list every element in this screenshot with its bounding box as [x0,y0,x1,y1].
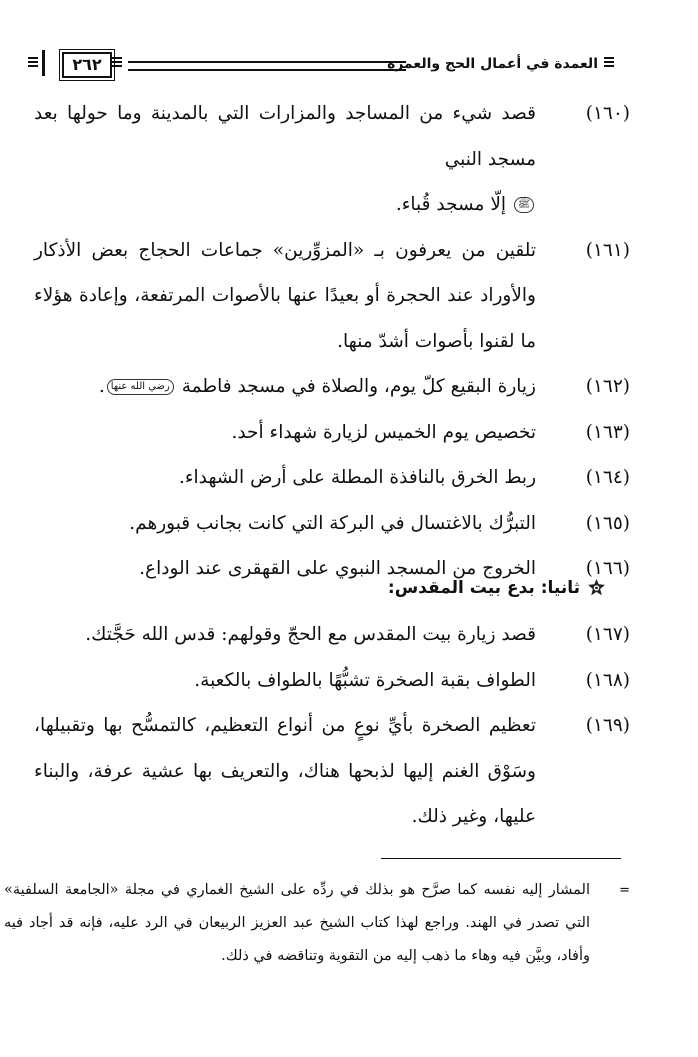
entry-number: (١٦٣) [585,421,630,443]
list-item [34,703,630,840]
entry-text: تخصيص يوم الخميس لزيارة شهداء أحد. [231,421,536,443]
running-header-title: العمدة في أعمال الحج والعمرة [387,56,598,72]
footnote [4,874,630,973]
header-ornament-right [604,57,614,68]
header-bar [42,50,45,76]
entry-number: (١٦٨) [585,669,630,691]
ornament-star-icon [588,579,605,596]
entry-text [34,364,536,410]
entry-number: (١٦١) [585,239,630,261]
footnote-separator [381,858,621,859]
list-item [34,501,630,547]
entry-text: ربط الخرق بالنافذة المطلة على أرض الشهداء. [178,467,536,488]
entry-number: (١٦٠) [585,103,630,124]
footnote-continuation-mark: = [619,883,630,898]
entry-text-tail: إلّا مسجد قُباء. [395,194,507,215]
header-end-ornament [28,57,38,68]
entry-list-jerusalem [34,612,630,840]
entry-text-tail: . [98,376,105,397]
entry-number: (١٦٧) [585,624,630,645]
entry-text-main: قصد شيء من المساجد والمزارات التي بالمدينة وما حولها بعد مسجد النبي [34,103,536,170]
footnote-text: المشار إليه نفسه كما صرَّح هو بذلك في ردِّه على الشيخ الغماري في مجلة «الجامعة السلفية» التي تصدر في الهند. وراجع لهذا كتاب الشيخ عبد العزيز الربيعان في الرد عليه، فإنه قد أجاد فيه وأفاد، وبيَّن فيه وهاء ما ذهب إليه من التقوية وتناقضه في ذلك. [4,882,590,964]
header-ornament-left [112,57,122,68]
entry-number: (١٦٩) [585,715,630,736]
honorific-icon: رضي الله عنها [107,379,174,395]
list-item [34,612,630,658]
entry-number: (١٦٢) [585,376,630,397]
honorific-icon: ﷺ [514,197,534,213]
header-double-rule [128,61,406,71]
entry-number: (١٦٤) [585,467,630,488]
entry-text: الخروج من المسجد النبوي على القهقرى عند الوداع. [139,558,536,579]
entry-text: قصد زيارة بيت المقدس مع الحجّ وقولهم: قدس الله حَجَّتك. [85,624,536,645]
entry-text: تعظيم الصخرة بأيِّ نوعٍ من أنواع التعظيم، كالتمسُّح بها وتقبيلها، وسَوْق الغنم إليها لذبحها هناك، والتعريف بها عشية عرفة، والبناء عليها، وغير ذلك. [34,715,536,827]
list-item [34,364,630,410]
entry-number: (١٦٥) [585,512,630,534]
running-header [24,52,616,78]
list-item [34,91,630,228]
entry-number: (١٦٦) [585,558,630,579]
entry-text: التبرُّك بالاغتسال في البركة التي كانت بجانب قبورهم. [129,512,536,534]
list-item [34,658,630,704]
entry-list-madinah [34,91,630,592]
entry-text-main: زيارة البقيع كلّ يوم، والصلاة في مسجد فاطمة [181,376,536,397]
list-item [34,455,630,501]
section-heading-text: ثانيا: بدع بيت المقدس: [387,578,580,598]
list-item [34,410,630,456]
entry-text: الطواف بقبة الصخرة تشبُّهًا بالطواف بالكعبة. [194,669,536,691]
entry-text: تلقين من يعرفون بـ «المزوِّرين» جماعات الحجاج بعض الأذكار والأوراد عند الحجرة أو بعيدًا عنها بالأصوات المرتفعة، وإعادة هؤلاء ما لقنوا بأصوات أشدّ منها. [34,239,536,352]
list-item [34,228,630,365]
entry-text [34,91,536,228]
section-heading [388,574,605,602]
page-number: ٢٦٢ [62,52,112,78]
